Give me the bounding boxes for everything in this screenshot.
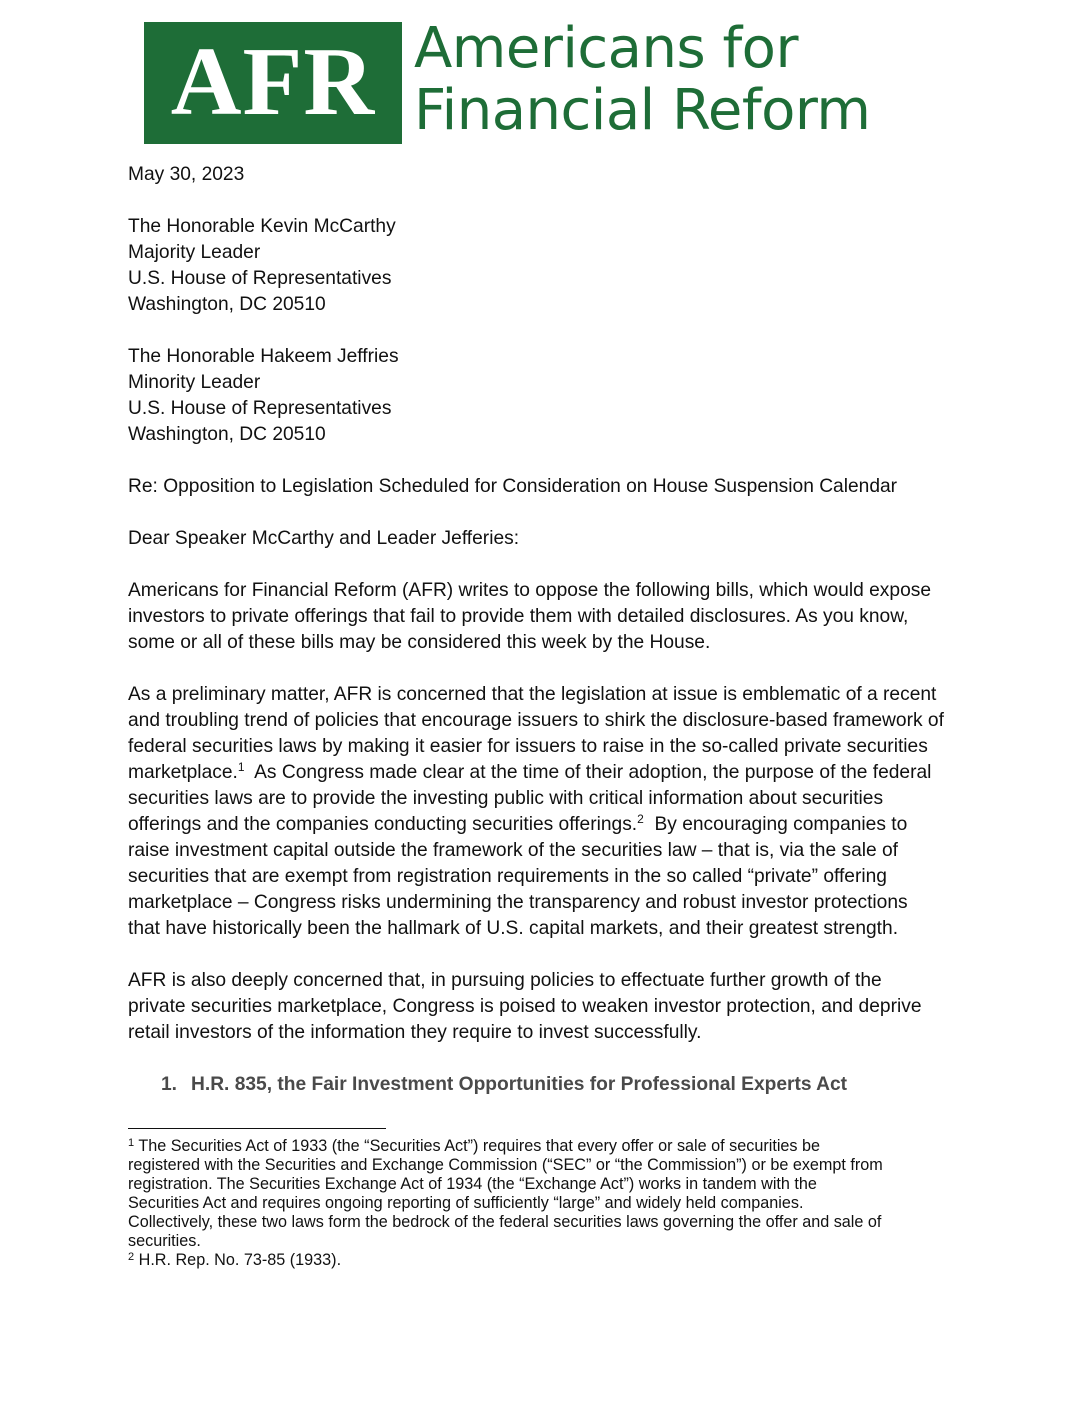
logo-abbreviation: AFR (170, 28, 376, 136)
footnote-mark: 1 (128, 1137, 135, 1149)
salutation: Dear Speaker McCarthy and Leader Jefferies: (128, 528, 520, 549)
line-text: H.R. Rep. No. 73-85 (1933). (134, 1251, 342, 1269)
afr-logo (144, 16, 954, 144)
line-text: The Securities Act of 1933 (the “Securities Act”) requires that every offer or sale of securities be (134, 1137, 821, 1155)
line-text: offerings and the companies conducting securities offerings. (128, 814, 638, 835)
footnote-2 (128, 1251, 968, 1270)
section-heading-1 (128, 1072, 968, 1098)
address-line: The Honorable Hakeem Jeffries (128, 346, 399, 367)
footnote-line: registration. The Securities Exchange Act of 1934 (the “Exchange Act”) works in tandem with the (128, 1175, 817, 1193)
address-line: Washington, DC 20510 (128, 424, 326, 445)
footnote-line (128, 1137, 968, 1156)
address-line: Minority Leader (128, 372, 261, 393)
paragraph-line: and troubling trend of policies that encourage issuers to shirk the disclosure-based framework of (128, 710, 944, 731)
paragraph-line: federal securities laws by making it easier for issuers to raise in the so-called private securities (128, 736, 928, 757)
paragraph-line: raise investment capital outside the framework of the securities law – that is, via the sale of (128, 840, 899, 861)
logo-name-line-2: Financial Reform (414, 78, 871, 143)
footnote-1 (128, 1137, 968, 1251)
address-line: Washington, DC 20510 (128, 294, 326, 315)
paragraph-2 (128, 682, 968, 942)
paragraph-line (128, 760, 968, 786)
footnote-divider (128, 1128, 386, 1129)
section-number: 1. (161, 1074, 178, 1095)
paragraph-line: private securities marketplace, Congress is poised to weaken investor protection, and deprive (128, 996, 922, 1017)
logo-organization-name (414, 18, 870, 142)
paragraph-line: marketplace – Congress risks undermining the transparency and robust investor protections (128, 892, 908, 913)
address-line: The Honorable Kevin McCarthy (128, 216, 396, 237)
paragraph-line: some or all of these bills may be considered this week by the House. (128, 632, 711, 653)
paragraph-line: As a preliminary matter, AFR is concerned that the legislation at issue is emblematic of a recent (128, 684, 937, 705)
footnote-ref-1[interactable]: 1 (237, 760, 245, 774)
footnote-line: registered with the Securities and Exchange Commission (“SEC” or “the Commission”) or be exempt from (128, 1156, 883, 1174)
footnote-line: Securities Act and requires ongoing reporting of sufficiently “large” and widely held companies. (128, 1194, 804, 1212)
address-line: Majority Leader (128, 242, 261, 263)
logo-box (144, 22, 402, 144)
logo-name-line-1: Americans for (414, 16, 798, 81)
paragraph-line: securities that are exempt from registration requirements in the so called “private” offering (128, 866, 887, 887)
paragraph-line: that have historically been the hallmark of U.S. capital markets, and their greatest strength. (128, 918, 899, 939)
paragraph-line: investors to private offerings that fail to provide them with detailed disclosures. As you know, (128, 606, 909, 627)
line-text: By encouraging companies to (643, 814, 908, 835)
address-line: U.S. House of Representatives (128, 268, 392, 289)
line-text: As Congress made clear at the time of their adoption, the purpose of the federal (244, 762, 932, 783)
paragraph-line: retail investors of the information they require to invest successfully. (128, 1022, 702, 1043)
section-title: H.R. 835, the Fair Investment Opportunities for Professional Experts Act (191, 1074, 848, 1095)
address-line: U.S. House of Representatives (128, 398, 392, 419)
footnote-line: Collectively, these two laws form the bedrock of the federal securities laws governing the offer and sale of (128, 1213, 882, 1231)
subject-text: Re: Opposition to Legislation Scheduled for Consideration on House Suspension Calendar (128, 476, 898, 497)
footnote-line (128, 1251, 968, 1270)
footnote-mark: 2 (128, 1251, 135, 1263)
paragraph-line: Americans for Financial Reform (AFR) writes to oppose the following bills, which would expose (128, 580, 932, 601)
recipient-address-2 (128, 344, 968, 448)
paragraph-line (128, 812, 968, 838)
line-text: marketplace. (128, 762, 238, 783)
letter-body (128, 162, 968, 1124)
recipient-address-1 (128, 214, 968, 318)
paragraph-1 (128, 578, 968, 656)
footnotes (128, 1137, 968, 1270)
subject-line (128, 474, 968, 500)
footnote-line: securities. (128, 1232, 201, 1250)
paragraph-line: securities laws are to provide the investing public with critical information about securities (128, 788, 884, 809)
letter-date: May 30, 2023 (128, 164, 245, 185)
paragraph-3 (128, 968, 968, 1046)
paragraph-line: AFR is also deeply concerned that, in pursuing policies to effectuate further growth of the (128, 970, 882, 991)
footnote-ref-2[interactable]: 2 (637, 812, 644, 826)
